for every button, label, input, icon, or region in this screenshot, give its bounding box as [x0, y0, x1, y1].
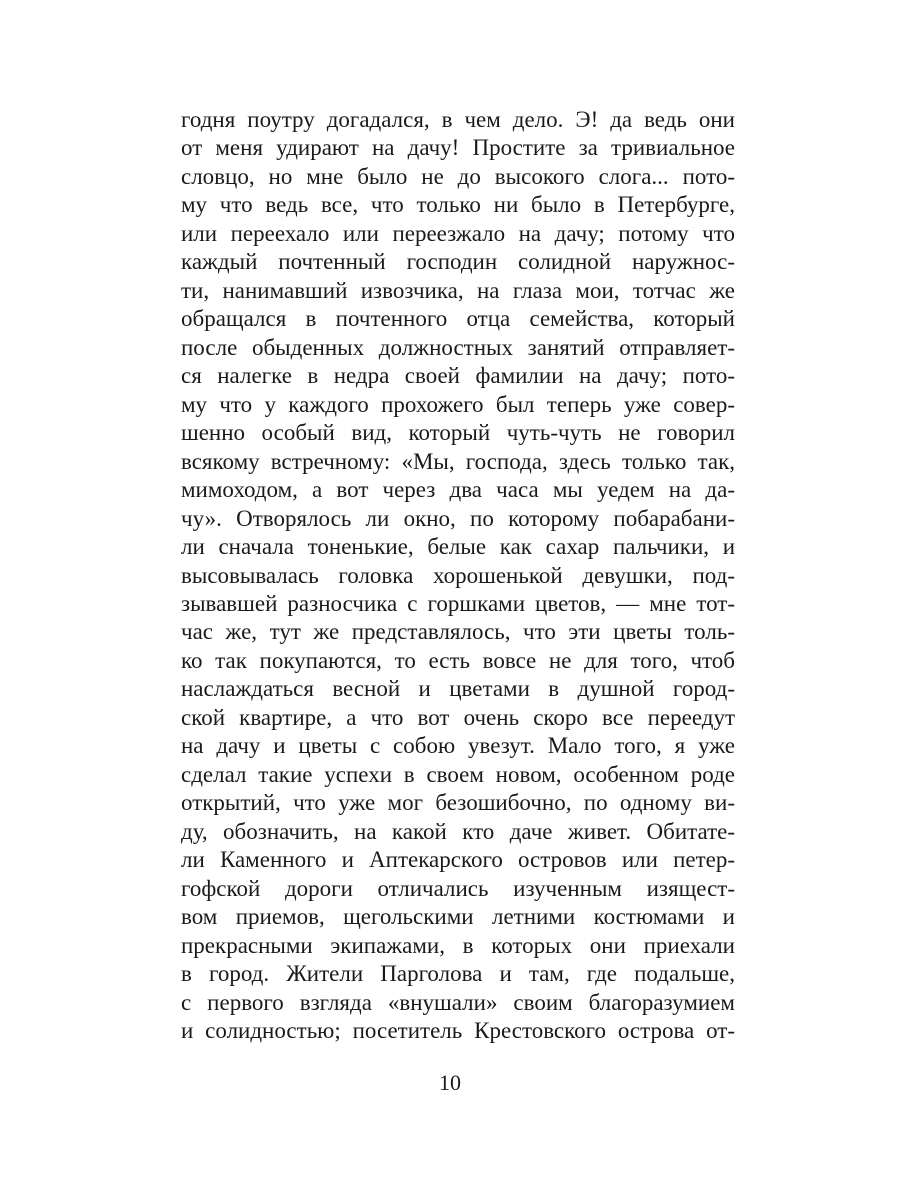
text-line: му что у каждого прохожего был теперь уже совер- [181, 391, 735, 417]
text-line: сделал такие успехи в своем новом, особенном роде [181, 761, 735, 787]
text-line: ко так покупаются, то есть вовсе не для того, чтоб [181, 647, 735, 673]
page-number: 10 [439, 1070, 461, 1095]
text-line: ду, обозначить, на какой кто даче живет. Обитате- [181, 818, 735, 844]
text-line: наслаждаться весной и цветами в душной город- [181, 676, 735, 702]
text-line: высовывалась головка хорошенькой девушки, под- [181, 562, 735, 588]
text-line: с первого взгляда «внушали» своим благоразумием [181, 989, 735, 1015]
text-line: ской квартире, а что вот очень скоро все переедут [181, 704, 735, 730]
text-line: обращался в почтенного отца семейства, который [181, 306, 735, 332]
text-line: му что ведь все, что только ни было в Петербурге, [181, 192, 735, 218]
text-line: ся налегке в недра своей фамилии на дачу; пото- [181, 363, 735, 389]
text-line: в город. Жители Парголова и там, где подальше, [181, 961, 735, 987]
text-line: на дачу и цветы с собою увезут. Мало того, я уже [181, 733, 735, 759]
text-line: каждый почтенный господин солидной наружнос- [181, 249, 735, 275]
text-line: шенно особый вид, который чуть-чуть не говорил [181, 420, 735, 446]
text-line: гофской дороги отличались изученным изящест- [181, 875, 735, 901]
text-line: час же, тут же представлялось, что эти цветы толь- [181, 619, 735, 645]
text-line: ли Каменного и Аптекарского островов или петер- [181, 847, 735, 873]
text-line: или переехало или переезжало на дачу; потому что [181, 220, 735, 246]
text-line: открытий, что уже мог безошибочно, по одному ви- [181, 790, 735, 816]
text-line: годня поутру догадался, в чем дело. Э! да ведь они [181, 107, 735, 132]
text-line: чу». Отворялось ли окно, по которому побарабани- [181, 505, 735, 531]
text-line: ли сначала тоненькие, белые как сахар пальчики, и [181, 534, 735, 560]
text-line: и солидностью; посетитель Крестовского острова от- [181, 1018, 735, 1043]
text-line: зывавшей разносчика с горшками цветов, — мне тот- [181, 590, 735, 616]
text-line: мимоходом, а вот через два часа мы уедем на да- [181, 477, 735, 503]
text-line: вом приемов, щегольскими летними костюмами и [181, 904, 735, 930]
text-line: словцо, но мне было не до высокого слога... пото- [181, 163, 735, 189]
text-line: прекрасными экипажами, в которых они приехали [181, 932, 735, 958]
body-text [181, 106, 735, 1045]
text-line: всякому встречному: «Мы, господа, здесь только так, [181, 448, 735, 474]
text-line: после обыденных должностных занятий отправляет- [181, 334, 735, 360]
text-line: ти, нанимавший извозчика, на глаза мои, тотчас же [181, 277, 735, 303]
text-line: от меня удирают на дачу! Простите за тривиальное [181, 135, 735, 161]
